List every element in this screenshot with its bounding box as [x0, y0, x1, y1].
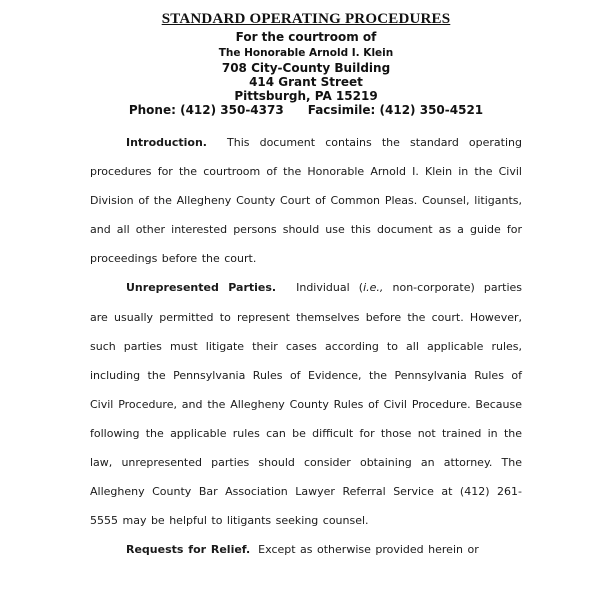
document-subtitle: For the courtroom of [235, 30, 377, 44]
address-line-2: 414 Grant Street [249, 75, 363, 89]
relief-paragraph [90, 535, 522, 564]
relief-text: Except as otherwise provided herein or [258, 543, 479, 557]
document-body [90, 128, 522, 564]
unrepresented-heading: Unrepresented Parties. [126, 281, 277, 295]
relief-heading: Requests for Relief. [126, 543, 251, 557]
document-header [0, 10, 612, 118]
contact-line [0, 103, 612, 118]
unrepresented-text-italic: i.e., [363, 281, 384, 295]
unrepresented-paragraph [90, 273, 522, 535]
introduction-text: This document contains the standard operating procedures for the courtroom of the Honorable Arnold I. Klein in the Civil Division of the Allegheny County Court of Common Pleas. Counsel, litigants, and all other interested persons should use this document as a guide for proceedings before the court. [90, 136, 522, 266]
address-line-3: Pittsburgh, PA 15219 [234, 89, 378, 103]
unrepresented-text-before: Individual ( [296, 281, 364, 295]
judge-name: The Honorable Arnold I. Klein [218, 47, 394, 59]
introduction-heading: Introduction. [126, 136, 207, 149]
address-line-1: 708 City-County Building [221, 61, 391, 75]
fax-number: Facsimile: (412) 350-4521 [307, 103, 484, 117]
phone-number: Phone: (412) 350-4373 [128, 103, 284, 117]
document-title: STANDARD OPERATING PROCEDURES [161, 11, 451, 27]
introduction-paragraph [90, 128, 522, 273]
unrepresented-text-after: non-corporate) parties are usually permitted to represent themselves before the court. However, such parties must litigate their cases according to all applicable rules, including the Pennsylvania Rules of Evidence, the Pennsylvania Rules of Civil Procedure, and the Allegheny County Rules of Civil Procedure. Because following the applicable rules can be difficult for those not trained in the law, unrepresented parties should consider obtaining an attorney. The Allegheny County Bar Association Lawyer Referral Service at (412) 261-5555 may be helpful to litigants seeking counsel. [90, 281, 523, 528]
